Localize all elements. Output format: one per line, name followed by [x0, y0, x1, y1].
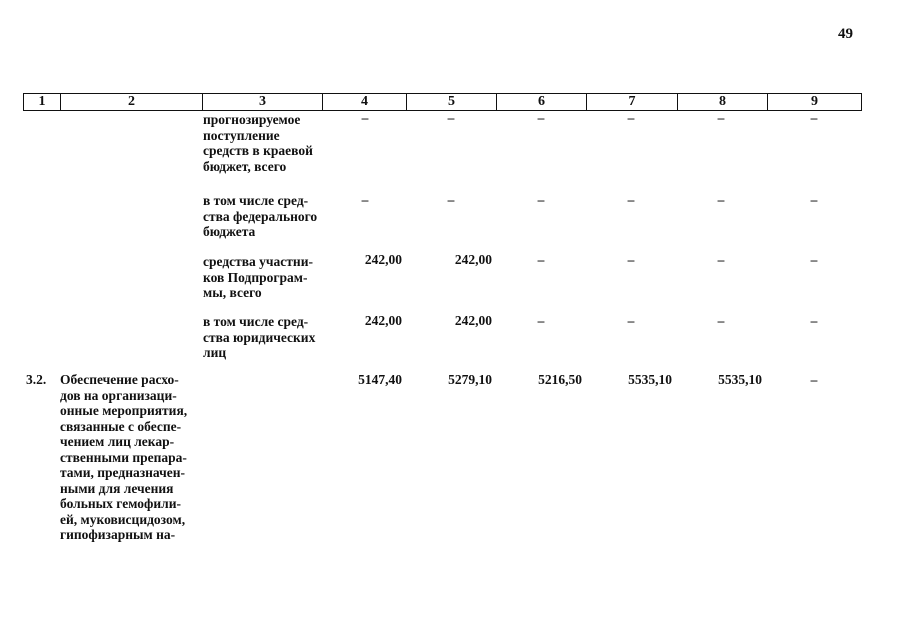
row-3-funding-source	[203, 254, 331, 301]
item-col-6: 5216,50	[538, 372, 582, 387]
text-line: ными для лечения	[60, 480, 174, 496]
header-col-4: 4	[323, 94, 407, 111]
row-3-col-8: –	[717, 252, 725, 267]
row-3-col-6: –	[537, 252, 545, 267]
row-2-col-4: –	[361, 192, 369, 207]
row-4-col-7: –	[627, 313, 635, 328]
text-line: ства федерального	[203, 208, 318, 224]
text-line: бюджета	[203, 224, 256, 239]
item-col-9: –	[810, 372, 818, 387]
row-1-col-8: –	[717, 110, 725, 125]
text-line: дов на организаци-	[60, 387, 177, 403]
text-line: больных гемофили-	[60, 496, 181, 511]
text-line: ства юридических	[203, 329, 316, 345]
text-line: средств в краевой	[203, 143, 313, 158]
text-line: в том числе сред-	[203, 314, 309, 329]
item-col-4: 5147,40	[358, 372, 402, 387]
row-2-col-7: –	[627, 192, 635, 207]
text-line: поступление	[203, 127, 280, 143]
row-2-col-9: –	[810, 192, 818, 207]
column-number-header	[23, 93, 862, 111]
row-1-col-7: –	[627, 110, 635, 125]
item-col-7: 5535,10	[628, 372, 672, 387]
row-1-col-4: –	[361, 110, 369, 125]
text-line: Обеспечение расхо-	[60, 372, 179, 387]
text-line: ков Подпрограм-	[203, 269, 308, 285]
row-2-col-6: –	[537, 192, 545, 207]
header-col-8: 8	[678, 94, 768, 111]
header-col-9: 9	[768, 94, 862, 111]
item-col-8: 5535,10	[718, 372, 762, 387]
item-number: 3.2.	[26, 372, 47, 387]
row-1-col-9: –	[810, 110, 818, 125]
text-line: онные мероприятия,	[60, 403, 188, 418]
text-line: связанные с обеспе-	[60, 418, 182, 434]
row-1-col-6: –	[537, 110, 545, 125]
text-line: тами, предназначен-	[60, 465, 186, 480]
item-description	[60, 372, 196, 543]
row-2-col-8: –	[717, 192, 725, 207]
row-3-col-7: –	[627, 252, 635, 267]
item-col-5: 5279,10	[448, 372, 492, 387]
row-4-col-9: –	[810, 313, 818, 328]
row-1-funding-source	[203, 112, 331, 174]
text-line: в том числе сред-	[203, 193, 309, 208]
row-1-col-5: –	[447, 110, 455, 125]
row-4-funding-source	[203, 314, 331, 361]
header-col-5: 5	[407, 94, 497, 111]
text-line: лиц	[203, 345, 227, 360]
text-line: ственными препара-	[60, 449, 187, 465]
header-col-3: 3	[203, 94, 323, 111]
header-col-7: 7	[587, 94, 678, 111]
row-3-col-5: 242,00	[454, 252, 492, 267]
text-line: бюджет, всего	[203, 158, 287, 174]
row-4-col-6: –	[537, 313, 545, 328]
row-4-col-8: –	[717, 313, 725, 328]
text-line: ей, муковисцидозом,	[60, 511, 186, 527]
row-3-col-4: 242,00	[364, 252, 402, 267]
text-line: гипофизарным на-	[60, 527, 176, 542]
row-4-col-5: 242,00	[454, 313, 492, 328]
text-line: чением лиц лекар-	[60, 434, 175, 449]
text-line: мы, всего	[203, 285, 262, 300]
page-number: 49	[838, 26, 853, 42]
row-3-col-9: –	[810, 252, 818, 267]
header-col-6: 6	[497, 94, 587, 111]
row-2-funding-source	[203, 193, 331, 240]
text-line: средства участни-	[203, 254, 313, 269]
header-col-1: 1	[24, 94, 61, 111]
header-col-2: 2	[61, 94, 203, 111]
text-line: прогнозируемое	[203, 112, 301, 127]
row-4-col-4: 242,00	[364, 313, 402, 328]
row-2-col-5: –	[447, 192, 455, 207]
